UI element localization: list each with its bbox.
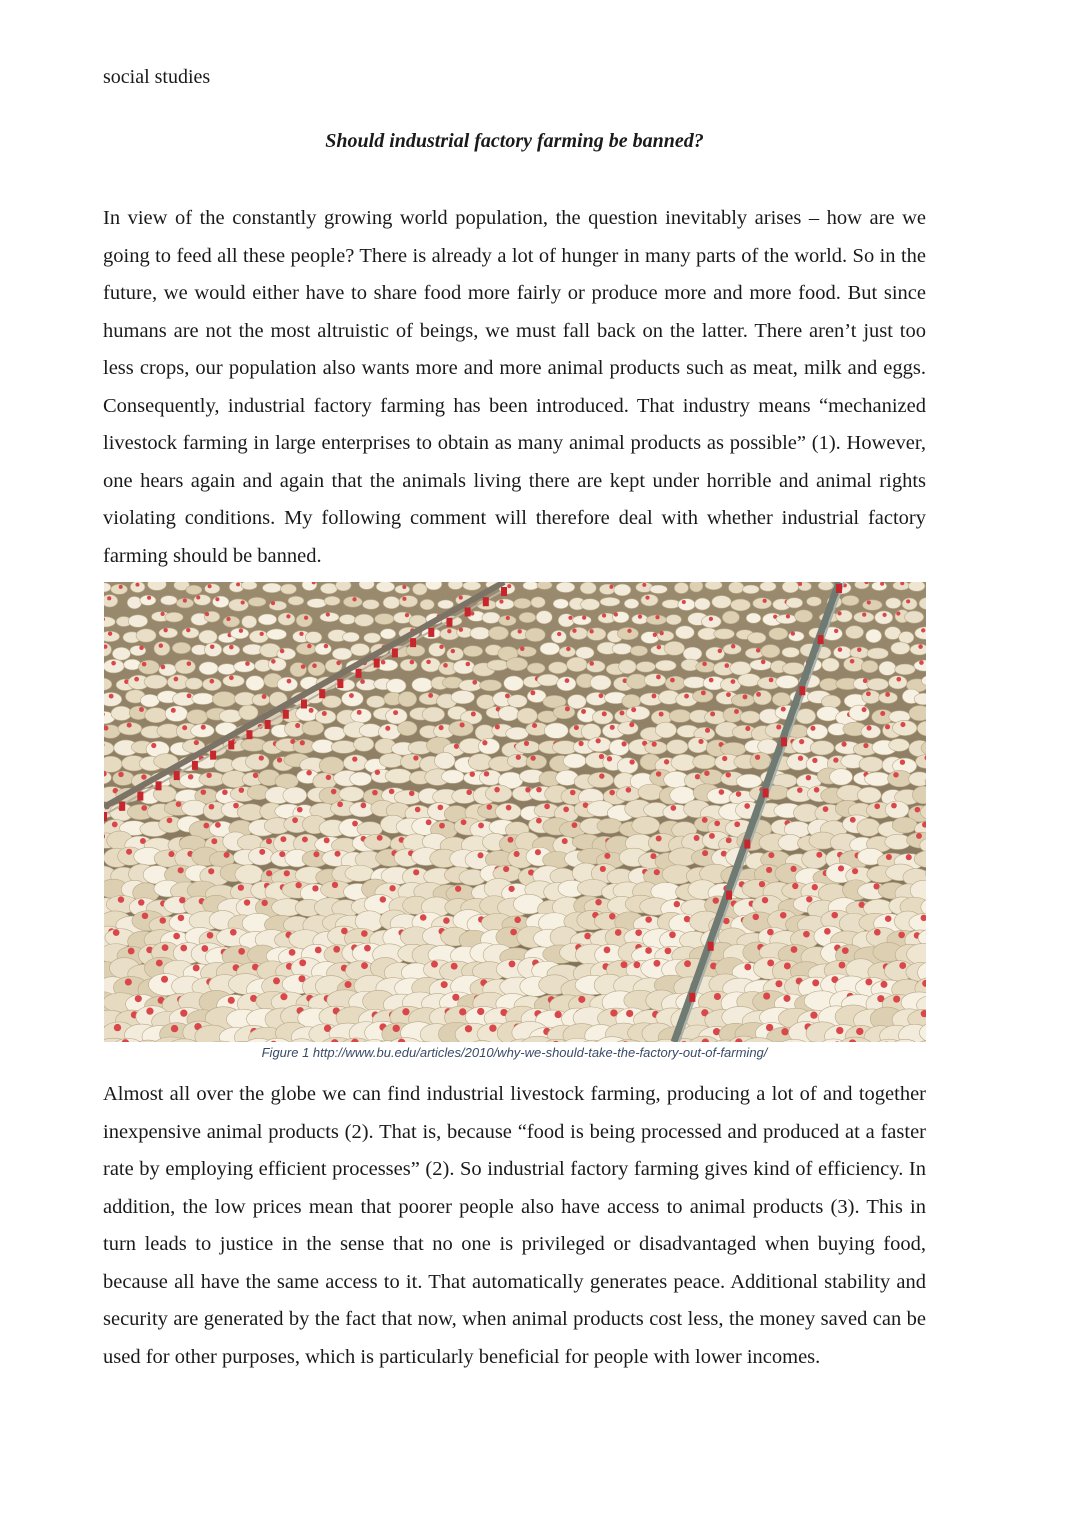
figure-chicken-photo	[104, 582, 926, 1042]
paragraph-intro: In view of the constantly growing world population, the question inevitably arises – how are we going to feed all these people? There is already a lot of hunger in many parts of the world. So in the future, we would either have to share food more fairly or produce more and more food. But since humans are not the most altruistic of beings, we must fall back on the latter. There aren’t just too less crops, our population also wants more and more animal products such as meat, milk and eggs. Consequently, industrial factory farming has been introduced. That industry means “mechanized livestock farming in large enterprises to obtain as many animal products as possible” (1). However, one hears again and again that the animals living there are kept under horrible and animal rights violating conditions. My following comment will therefore deal with whether industrial factory farming should be banned.	[103, 207, 926, 567]
paragraph-body: Almost all over the globe we can find industrial livestock farming, producing a lot of and together inexpensive animal products (2). That is, because “food is being processed and produced at a faster rate by employing efficient processes” (2). So industrial factory farming gives kind of efficiency. In addition, the low prices mean that poorer people also have access to animal products (3). This in turn leads to justice in the sense that no one is privileged or disadvantaged when buying food, because all have the same access to it. That automatically generates peace. Additional stability and security are generated by the fact that now, when animal products cost less, the money saved can be used for other purposes, which is particularly beneficial for people with lower incomes.	[103, 1083, 926, 1368]
page-title: Should industrial factory farming be banned?	[325, 130, 704, 152]
chickens-illustration	[104, 582, 926, 1042]
figure-caption: Figure 1 http://www.bu.edu/articles/2010/why-we-should-take-the-factory-out-of-farming/	[261, 1045, 768, 1060]
page-header: social studies	[103, 66, 211, 88]
